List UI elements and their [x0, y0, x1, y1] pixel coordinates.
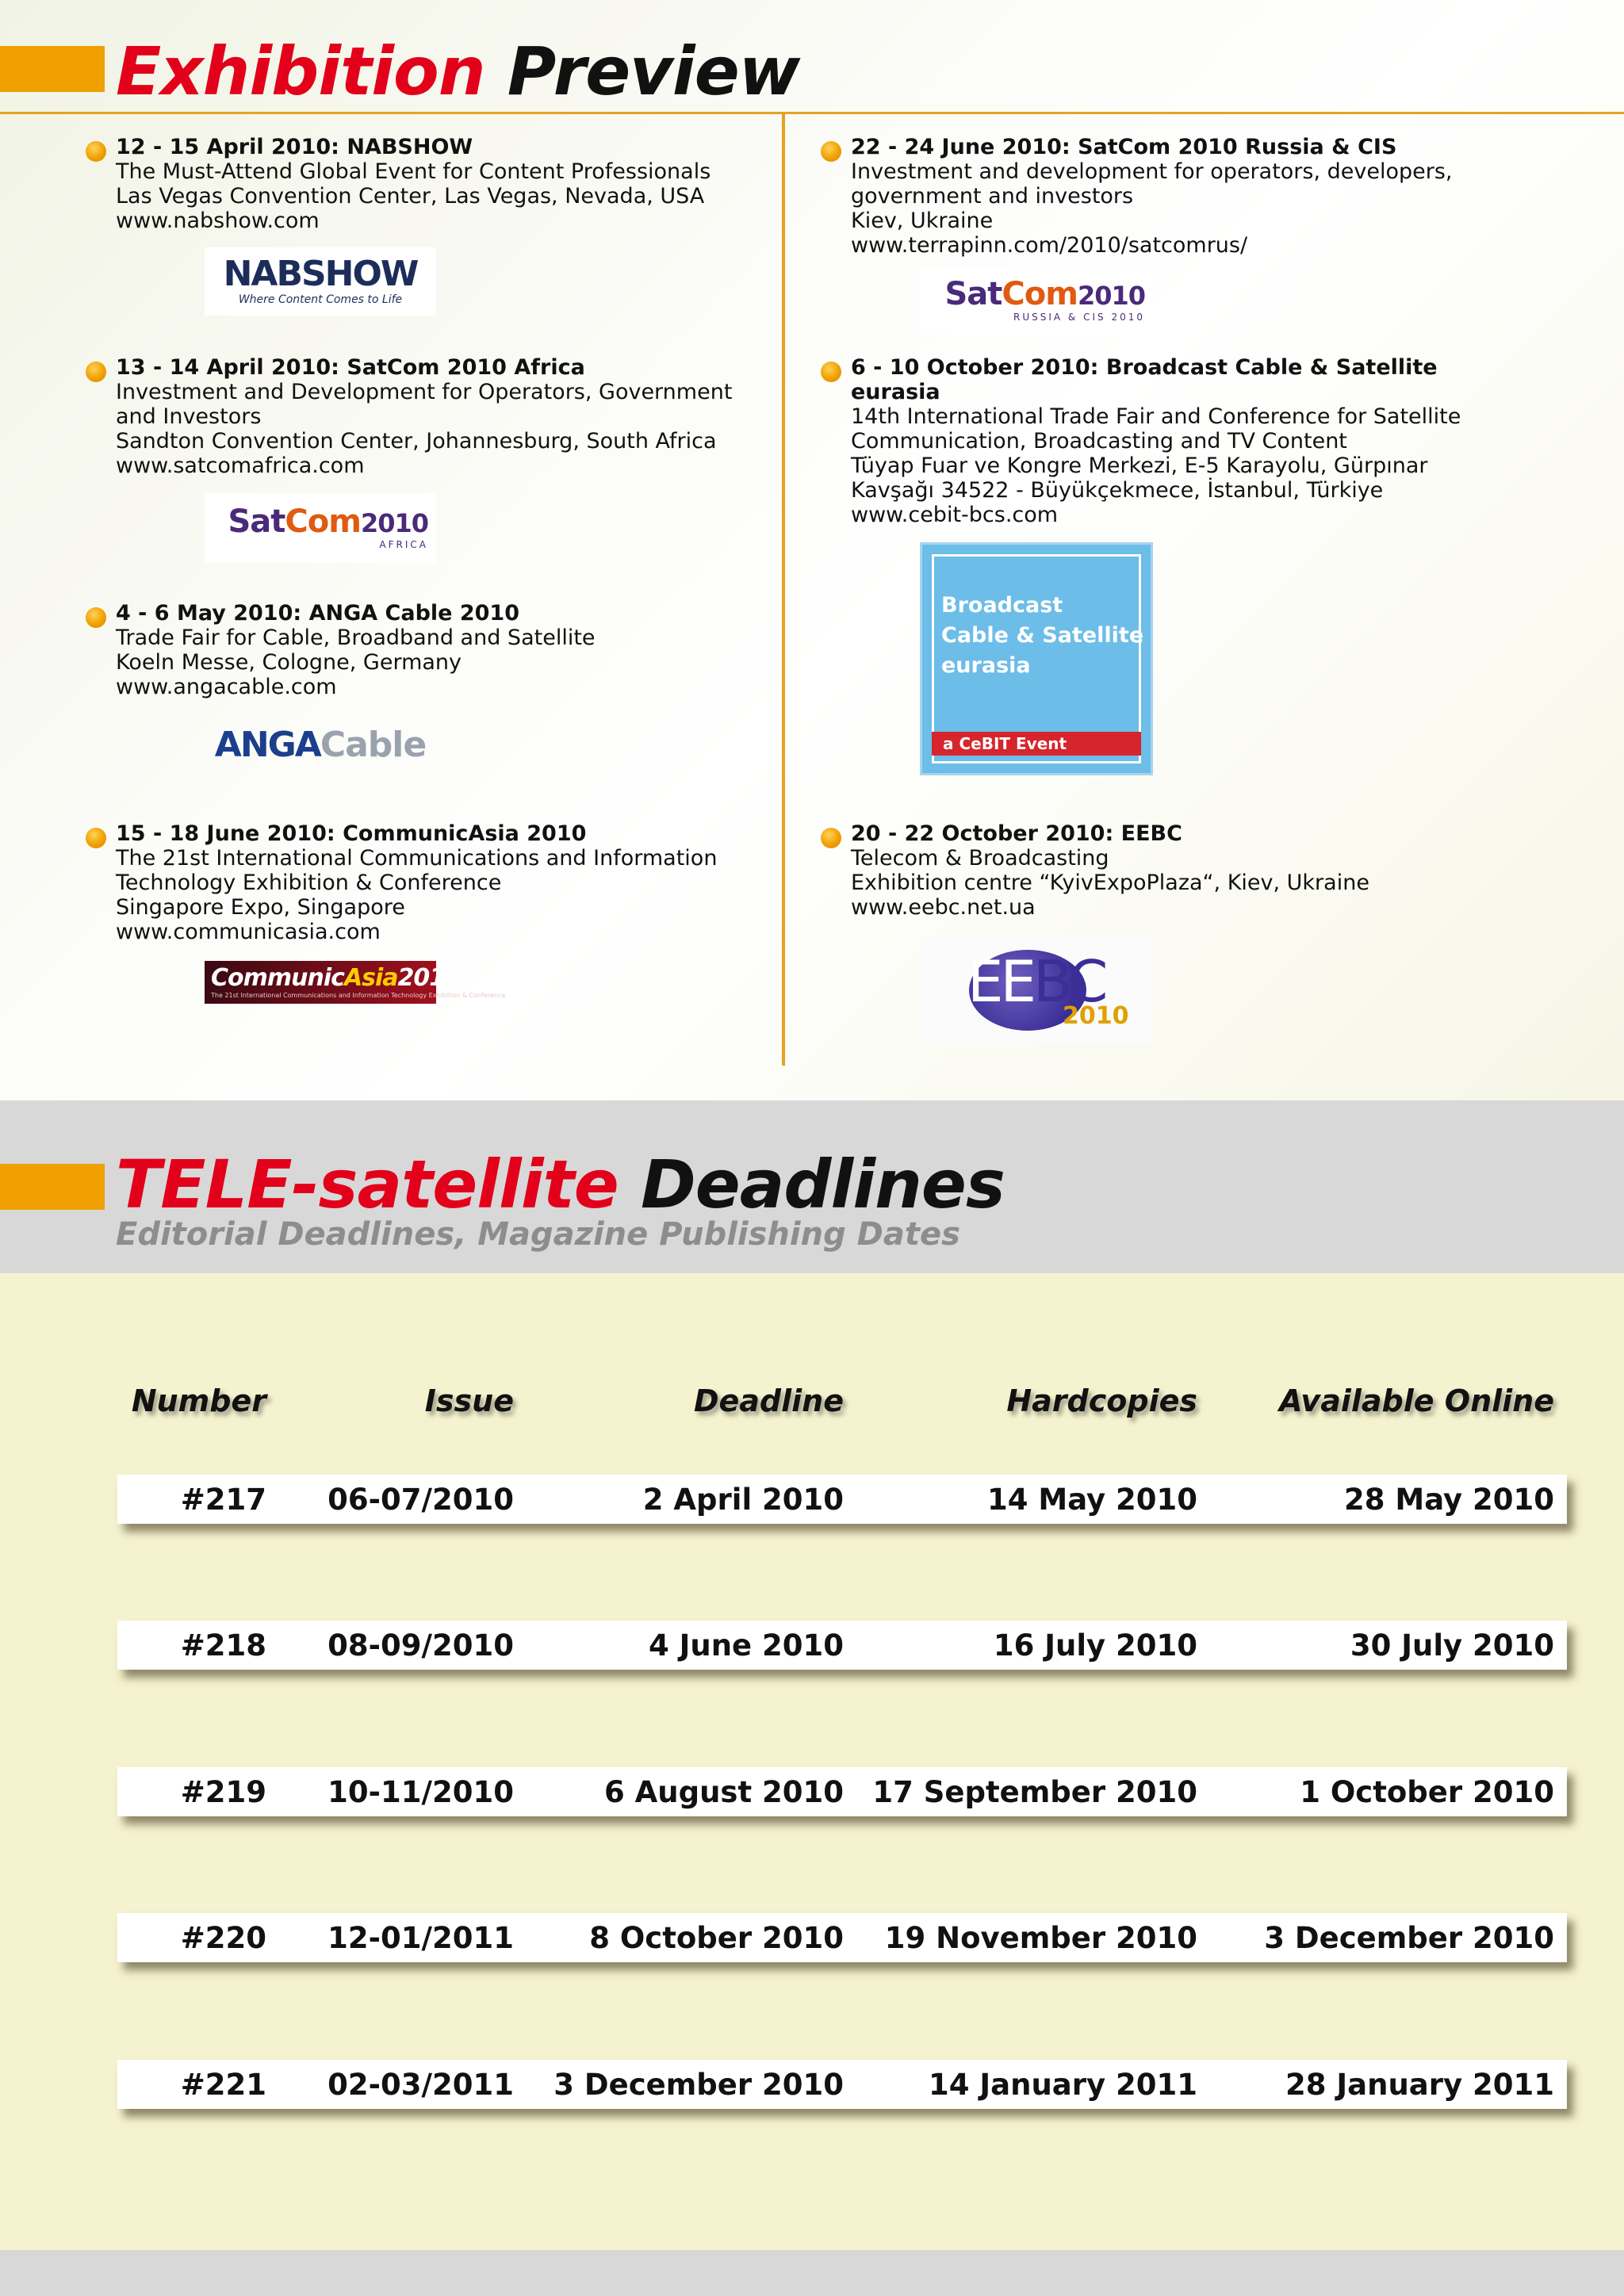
table-row: [117, 1767, 1567, 1816]
event-description: Trade Fair for Cable, Broadband and Satellite: [116, 626, 596, 650]
event-nabshow: [116, 135, 814, 233]
event-title: 20 - 22 October 2010: EEBC: [851, 821, 1182, 846]
cell-available-online: 3 December 2010: [1264, 1921, 1554, 1955]
bullet-icon: [86, 141, 106, 162]
event-description: Communication, Broadcasting and TV Content: [851, 429, 1347, 453]
anga-cable-logo: ANGA Cable: [214, 724, 427, 765]
event-url[interactable]: www.nabshow.com: [116, 209, 320, 233]
event-title-cont: eurasia: [851, 380, 940, 404]
cell-number: #220: [180, 1921, 266, 1955]
event-venue: Las Vegas Convention Center, Las Vegas, Nevada, USA: [116, 184, 705, 209]
cell-issue: 12-01/2011: [327, 1921, 514, 1955]
event-title: 4 - 6 May 2010: ANGA Cable 2010: [116, 601, 520, 626]
event-url[interactable]: www.terrapinn.com/2010/satcomrus/: [851, 233, 1248, 258]
satcom-russia-logo: SatCom2010 RUSSIA & CIS 2010: [920, 266, 1153, 335]
cell-hardcopies: 14 January 2011: [929, 2068, 1197, 2102]
cell-deadline: 3 December 2010: [553, 2068, 844, 2102]
cell-issue: 06-07/2010: [327, 1483, 514, 1517]
exhibition-section: [0, 0, 1624, 1100]
cell-available-online: 28 January 2011: [1285, 2068, 1554, 2102]
event-venue: Koeln Messe, Cologne, Germany: [116, 650, 462, 675]
event-title: 22 - 24 June 2010: SatCom 2010 Russia & CIS: [851, 135, 1397, 159]
deadlines-subtitle: Editorial Deadlines, Magazine Publishing Dates: [116, 1216, 960, 1253]
cell-deadline: 8 October 2010: [589, 1921, 844, 1955]
cell-number: #217: [180, 1483, 266, 1517]
title-red: TELE-satellite: [116, 1146, 619, 1223]
table-row: [117, 1621, 1567, 1670]
bullet-icon: [821, 828, 841, 848]
bullet-icon: [86, 828, 106, 848]
column-header-hardcopies: Hardcopies: [1006, 1383, 1197, 1418]
event-description: The Must-Attend Global Event for Content Professionals: [116, 159, 711, 184]
bcs-eurasia-logo: Broadcast Cable & Satellite eurasia a CeBIT Event: [920, 542, 1153, 775]
cell-hardcopies: 16 July 2010: [993, 1628, 1197, 1663]
event-description: and Investors: [116, 404, 262, 429]
event-venue: Tüyap Fuar ve Kongre Merkezi, E-5 Karayolu, Gürpınar: [851, 453, 1428, 478]
column-header-number: Number: [131, 1383, 266, 1418]
title-black: Preview: [507, 33, 800, 110]
event-eebc: [851, 821, 1549, 920]
cell-deadline: 6 August 2010: [604, 1775, 844, 1809]
nabshow-logo: NABSHOW Where Content Comes to Life: [205, 247, 436, 316]
eebc-logo: EEBC 2010: [920, 937, 1153, 1043]
bullet-icon: [821, 141, 841, 162]
event-description: Telecom & Broadcasting: [851, 846, 1109, 871]
event-satcom-russia: [851, 135, 1549, 258]
cell-hardcopies: 14 May 2010: [987, 1483, 1197, 1517]
event-description: Investment and Development for Operators, Government: [116, 380, 733, 404]
bullet-icon: [86, 362, 106, 382]
cell-number: #218: [180, 1628, 266, 1663]
table-row: [117, 1475, 1567, 1524]
title-red: Exhibition: [116, 33, 485, 110]
header-rule: [0, 112, 1624, 114]
event-description: The 21st International Communications and Information: [116, 846, 718, 871]
event-broadcast-cable-satellite: [851, 355, 1549, 527]
event-url[interactable]: www.eebc.net.ua: [851, 895, 1036, 920]
cell-hardcopies: 17 September 2010: [872, 1775, 1197, 1809]
satcom-africa-logo: SatCom2010 AFRICA: [205, 493, 436, 563]
event-url[interactable]: www.satcomafrica.com: [116, 453, 365, 478]
event-venue: Sandton Convention Center, Johannesburg, South Africa: [116, 429, 717, 453]
cell-deadline: 4 June 2010: [648, 1628, 844, 1663]
cell-available-online: 28 May 2010: [1344, 1483, 1554, 1517]
event-venue: Kavşağı 34522 - Büyükçekmece, İstanbul, Türkiye: [851, 478, 1384, 503]
column-header-deadline: Deadline: [693, 1383, 844, 1418]
event-satcom-africa: [116, 355, 814, 478]
cell-available-online: 1 October 2010: [1300, 1775, 1554, 1809]
column-header-available-online: Available Online: [1279, 1383, 1554, 1418]
table-row: [117, 1913, 1567, 1962]
table-row: [117, 2060, 1567, 2109]
column-header-issue: Issue: [424, 1383, 514, 1418]
cell-issue: 08-09/2010: [327, 1628, 514, 1663]
event-description: government and investors: [851, 184, 1134, 209]
event-url[interactable]: www.angacable.com: [116, 675, 337, 699]
event-description: 14th International Trade Fair and Conference for Satellite: [851, 404, 1461, 429]
cell-available-online: 30 July 2010: [1350, 1628, 1554, 1663]
cell-deadline: 2 April 2010: [642, 1483, 844, 1517]
cell-hardcopies: 19 November 2010: [884, 1921, 1197, 1955]
event-communicasia: [116, 821, 814, 944]
event-title: 13 - 14 April 2010: SatCom 2010 Africa: [116, 355, 585, 380]
event-anga-cable: [116, 601, 814, 699]
exhibition-title: [116, 33, 800, 110]
cell-number: #221: [180, 2068, 266, 2102]
event-title: 6 - 10 October 2010: Broadcast Cable & Satellite: [851, 355, 1438, 380]
bullet-icon: [86, 607, 106, 628]
event-venue: Kiev, Ukraine: [851, 209, 994, 233]
cell-issue: 10-11/2010: [327, 1775, 514, 1809]
footer-band: [0, 2250, 1624, 2296]
title-black: Deadlines: [641, 1146, 1005, 1223]
event-venue: Exhibition centre “KyivExpoPlaza“, Kiev, Ukraine: [851, 871, 1369, 895]
bullet-icon: [821, 362, 841, 382]
communicasia-logo: CommunicAsia2010 The 21st International Communications and Information Technology Exhibition & Conference: [205, 961, 436, 1004]
heading-accent-bar: [0, 1164, 105, 1210]
cell-issue: 02-03/2011: [327, 2068, 514, 2102]
heading-accent-bar: [0, 46, 105, 92]
event-title: 15 - 18 June 2010: CommunicAsia 2010: [116, 821, 587, 846]
event-description: Technology Exhibition & Conference: [116, 871, 502, 895]
event-url[interactable]: www.communicasia.com: [116, 920, 381, 944]
event-venue: Singapore Expo, Singapore: [116, 895, 405, 920]
event-description: Investment and development for operators, developers,: [851, 159, 1453, 184]
event-title: 12 - 15 April 2010: NABSHOW: [116, 135, 473, 159]
cell-number: #219: [180, 1775, 266, 1809]
event-url[interactable]: www.cebit-bcs.com: [851, 503, 1059, 527]
deadlines-title: [116, 1146, 1005, 1223]
